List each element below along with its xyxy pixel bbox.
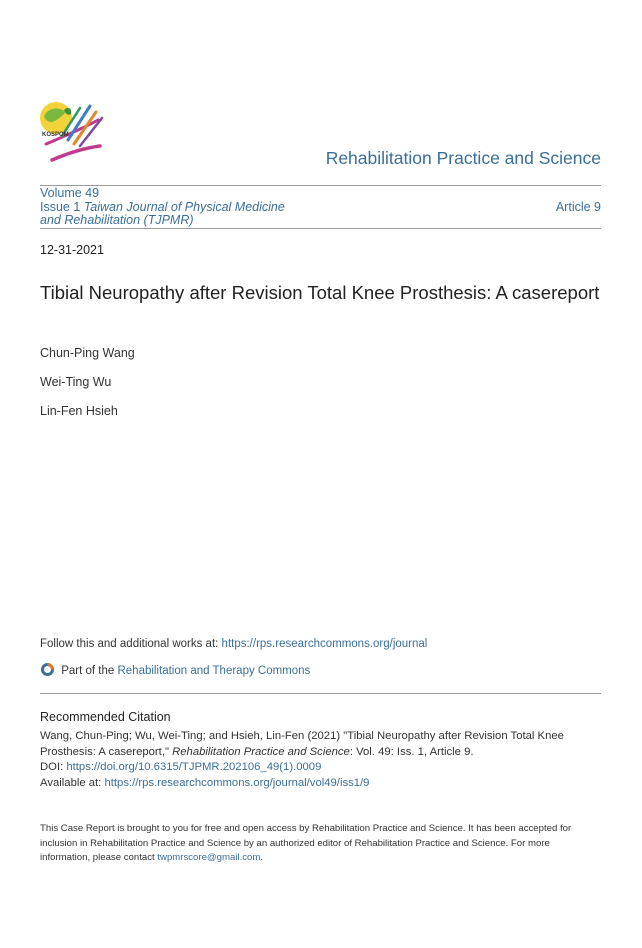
journal-logo [38, 100, 104, 168]
follow-prefix: Follow this and additional works at: [40, 638, 219, 650]
citation-heading: Recommended Citation [40, 710, 171, 724]
journal-title[interactable]: Rehabilitation Practice and Science [325, 148, 601, 168]
contact-email-link[interactable]: twpmrscore@gmail.com [157, 852, 261, 863]
commons-link[interactable]: Rehabilitation and Therapy Commons [117, 665, 311, 677]
issue-number: Issue 1 [40, 200, 81, 214]
issue-journal-line2[interactable]: and Rehabilitation (TJPMR) [40, 213, 194, 227]
author-2[interactable]: Wei-Ting Wu [40, 375, 112, 389]
available-label: Available at: [40, 776, 102, 789]
citation-journal: Rehabilitation Practice and Science [172, 745, 350, 758]
volume-link[interactable]: Volume 49 [40, 186, 100, 200]
article-title: Tibial Neuropathy after Revision Total Knee Prosthesis: A casereport [40, 282, 600, 303]
logo-graphic [38, 100, 104, 168]
svg-text:KOSPOM: KOSPOM [42, 132, 69, 138]
part-of-line [40, 662, 310, 680]
follow-url-link[interactable]: https://rps.researchcommons.org/journal [221, 638, 428, 650]
access-text-end: . [260, 852, 264, 863]
access-statement [40, 822, 600, 866]
header-rule-bottom [40, 228, 601, 229]
part-of-prefix: Part of the [61, 665, 115, 677]
doi-label: DOI: [40, 761, 64, 773]
available-link[interactable]: https://rps.researchcommons.org/journal/vol49/iss1/9 [104, 776, 370, 789]
article-number[interactable]: Article 9 [555, 200, 601, 214]
author-1[interactable]: Chun-Ping Wang [40, 346, 135, 360]
network-logo-icon [40, 662, 55, 680]
citation-body [40, 729, 602, 791]
header-rule-top [40, 185, 601, 186]
follow-line [40, 638, 427, 650]
access-text: This Case Report is brought to you for free and open access by Rehabilitation Practice and Science. It has been accepted for inclusion in Rehabilitation Practice and Science by an authorized editor of Rehabilitation Practice and Science. For more information, please contact [40, 823, 572, 863]
publication-date: 12-31-2021 [40, 243, 104, 257]
citation-rule [40, 693, 601, 694]
citation-volume: : Vol. 49: Iss. 1, Article 9. [349, 745, 474, 758]
doi-link[interactable]: https://doi.org/10.6315/TJPMR.202106_49(1).0009 [66, 761, 322, 773]
citation-text: Wang, Chun-Ping; Wu, Wei-Ting; and Hsieh, Lin-Fen (2021) "Tibial Neuropathy after Revision Total Knee Prosthesis: A casereport," [40, 730, 564, 758]
author-3[interactable]: Lin-Fen Hsieh [40, 404, 118, 418]
issue-journal-line1: Taiwan Journal of Physical Medicine [83, 200, 285, 214]
